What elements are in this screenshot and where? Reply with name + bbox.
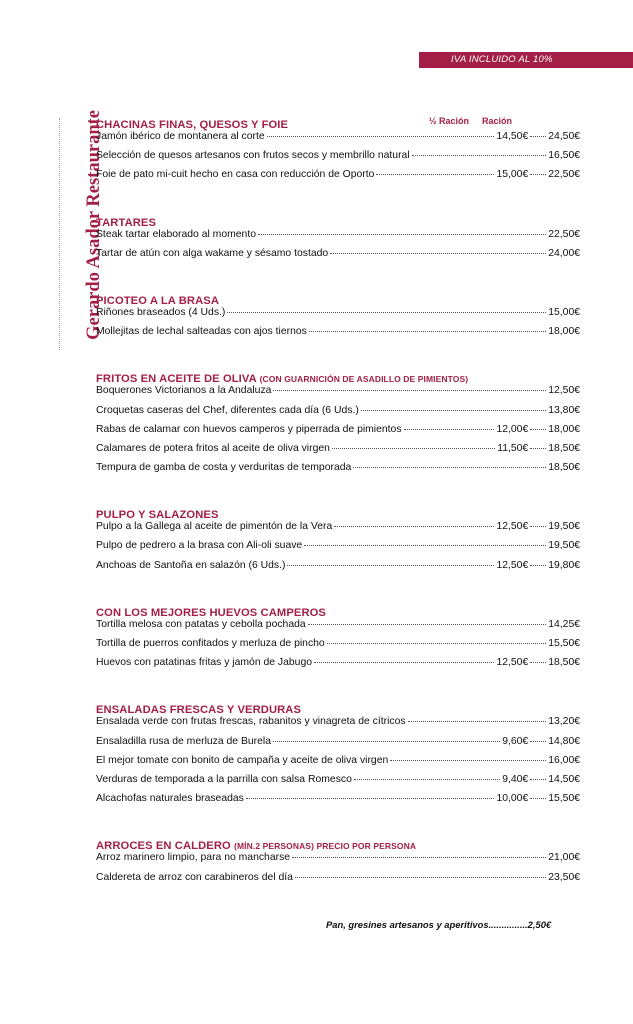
- menu-item: [96, 131, 580, 150]
- section-title-row: [96, 696, 580, 716]
- side-dotted-divider: [59, 118, 60, 350]
- section-title: [96, 373, 468, 385]
- section-title-row: [96, 501, 580, 521]
- half-portion-header: ½ Ración: [429, 116, 470, 126]
- item-half-price: 12,50€: [496, 657, 529, 669]
- item-price: 15,00€: [548, 306, 580, 318]
- menu-item: [96, 755, 580, 774]
- item-half-price: 10,00€: [496, 793, 529, 805]
- item-name: Pulpo de pedrero a la brasa con Ali-oli suave: [96, 540, 303, 552]
- item-half-price: 12,50€: [496, 521, 529, 533]
- menu-item: [96, 424, 580, 443]
- section-title-text: ARROCES EN CALDERO: [96, 840, 231, 853]
- section-title-row: [96, 287, 580, 307]
- item-half-price: 11,50€: [497, 442, 529, 454]
- section-title: [96, 217, 156, 229]
- item-half-price: 9,60€: [502, 735, 529, 747]
- menu-section: [96, 501, 580, 579]
- section-note: (MÍN.2 PERSONAS) PRECIO POR PERSONA: [234, 841, 417, 852]
- section-title-text: TARTARES: [96, 216, 157, 229]
- item-name: Croquetas caseras del Chef, diferentes cada día (6 Uds.): [96, 404, 359, 416]
- dot-leader: [309, 331, 546, 332]
- menu-item: [96, 774, 580, 793]
- dot-leader: [227, 312, 546, 313]
- item-name: Riñones braseados (4 Uds.): [96, 306, 226, 318]
- item-name: Foie de pato mi-cuit hecho en casa con reducción de Oporto: [96, 169, 375, 181]
- dot-leader: [530, 526, 546, 527]
- item-name: El mejor tomate con bonito de campaña y aceite de oliva virgen: [96, 754, 389, 766]
- section-title-row: [96, 599, 580, 619]
- dot-leader: [292, 857, 546, 858]
- tax-included-banner: IVA INCLUIDO AL 10%: [419, 52, 633, 68]
- menu-item: [96, 793, 580, 812]
- dot-leader: [390, 760, 546, 761]
- menu-item: [96, 716, 580, 735]
- item-half-price: 9,40€: [502, 773, 529, 785]
- item-name: Calamares de potera fritos al aceite de oliva virgen: [96, 442, 330, 454]
- footer-text: Pan, gresines artesanos y aperitivos: [326, 919, 489, 930]
- dot-leader: [530, 174, 546, 175]
- item-price: 19,80€: [548, 559, 580, 571]
- menu-item: [96, 326, 580, 345]
- menu-item: [96, 307, 580, 326]
- dot-leader: [258, 234, 546, 235]
- item-half-price: 15,00€: [496, 169, 529, 181]
- dot-leader: [287, 565, 494, 566]
- item-name: Boquerones Victorianos a la Andaluza: [96, 385, 272, 397]
- item-half-price: 12,50€: [496, 559, 529, 571]
- item-price: 13,80€: [548, 404, 580, 416]
- section-title: [96, 704, 301, 716]
- section-title-row: [96, 209, 580, 229]
- menu-item: [96, 657, 580, 676]
- dot-leader: [334, 526, 494, 527]
- menu-sections: [96, 111, 580, 911]
- item-price: 24,50€: [548, 131, 580, 142]
- dot-leader: [267, 136, 495, 137]
- dot-leader: [353, 467, 546, 468]
- menu-item: [96, 852, 580, 871]
- dot-leader: [332, 448, 495, 449]
- menu-item: [96, 540, 580, 559]
- restaurant-name: Gerardo Asador Restaurante: [84, 110, 104, 340]
- item-price: 24,00€: [548, 247, 580, 259]
- dot-leader: [304, 545, 546, 546]
- footer-dots: ...............: [488, 919, 528, 930]
- dot-leader: [530, 779, 546, 780]
- item-name: Tempura de gamba de costa y verduritas de temporada: [96, 462, 352, 474]
- dot-leader: [354, 779, 500, 780]
- item-name: Arroz marinero limpio, para no mancharse: [96, 852, 291, 864]
- item-price: 15,50€: [548, 638, 580, 649]
- section-title-text: CON LOS MEJORES HUEVOS CAMPEROS: [96, 606, 326, 619]
- item-price: 22,50€: [548, 169, 580, 181]
- full-portion-header: Ración: [482, 116, 513, 126]
- item-price: 16,50€: [548, 150, 580, 162]
- item-price: 18,00€: [548, 326, 580, 338]
- section-title: [96, 509, 219, 521]
- section-title: [96, 607, 326, 619]
- item-price: 15,50€: [548, 793, 580, 805]
- menu-item: [96, 169, 580, 188]
- dot-leader: [530, 448, 546, 449]
- menu-item: [96, 736, 580, 755]
- bread-footer: [326, 919, 551, 930]
- item-price: 19,50€: [548, 540, 580, 552]
- dot-leader: [273, 390, 546, 391]
- item-price: 18,50€: [548, 462, 580, 474]
- menu-section: [96, 696, 580, 812]
- dot-leader: [295, 877, 546, 878]
- menu-item: [96, 560, 580, 579]
- dot-leader: [361, 410, 546, 411]
- menu-section: [96, 209, 580, 267]
- dot-leader: [530, 662, 546, 663]
- menu-item: [96, 638, 580, 657]
- item-price: 19,50€: [548, 521, 580, 533]
- section-title: [96, 840, 416, 852]
- menu-section: [96, 287, 580, 345]
- dot-leader: [327, 643, 547, 644]
- menu-item: [96, 619, 580, 638]
- dot-leader: [404, 429, 495, 430]
- item-name: Alcachofas naturales braseadas: [96, 793, 244, 805]
- menu-item: [96, 462, 580, 481]
- menu-item: [96, 443, 580, 462]
- item-name: Rabas de calamar con huevos camperos y piperrada de pimientos: [96, 423, 402, 435]
- menu-item: [96, 248, 580, 267]
- dot-leader: [530, 565, 546, 566]
- item-name: Jamón ibérico de montanera al corte: [96, 131, 265, 142]
- item-name: Ensaladilla rusa de merluza de Burela: [96, 735, 272, 747]
- section-title-text: PICOTEO A LA BRASA: [96, 294, 219, 307]
- dot-leader: [330, 253, 546, 254]
- dot-leader: [530, 741, 546, 742]
- dot-leader: [376, 174, 494, 175]
- section-title: [96, 119, 288, 131]
- item-name: Steak tartar elaborado al momento: [96, 228, 256, 240]
- section-title-text: PULPO Y SALAZONES: [96, 509, 219, 522]
- dot-leader: [530, 429, 546, 430]
- menu-item: [96, 872, 580, 891]
- menu-item: [96, 150, 580, 169]
- menu-section: [96, 111, 580, 189]
- section-title: [96, 295, 219, 307]
- menu-section: [96, 832, 580, 890]
- section-note: (CON GUARNICIÓN DE ASADILLO DE PIMIENTOS): [259, 374, 469, 385]
- menu-item: [96, 229, 580, 248]
- dot-leader: [308, 624, 547, 625]
- dot-leader: [408, 721, 547, 722]
- item-price: 12,50€: [548, 385, 580, 397]
- item-half-price: 14,50€: [496, 131, 529, 142]
- item-price: 18,50€: [548, 657, 580, 669]
- dot-leader: [273, 741, 500, 742]
- item-price: 14,80€: [548, 735, 580, 747]
- menu-section: [96, 365, 580, 481]
- column-headers: [429, 116, 512, 126]
- dot-leader: [412, 155, 547, 156]
- section-title-text: CHACINAS FINAS, QUESOS Y FOIE: [96, 119, 289, 131]
- dot-leader: [246, 798, 495, 799]
- item-price: 14,25€: [548, 618, 580, 630]
- item-price: 18,00€: [548, 423, 580, 435]
- item-name: Caldereta de arroz con carabineros del día: [96, 871, 293, 883]
- menu-section: [96, 599, 580, 677]
- section-title-text: ENSALADAS FRESCAS Y VERDURAS: [96, 704, 302, 717]
- item-price: 21,00€: [548, 852, 580, 864]
- item-price: 18,50€: [548, 442, 580, 454]
- menu-item: [96, 405, 580, 424]
- item-name: Ensalada verde con frutas frescas, rabanitos y vinagreta de cítricos: [96, 716, 406, 728]
- dot-leader: [530, 136, 546, 137]
- item-name: Tortilla melosa con patatas y cebolla pochada: [96, 618, 306, 630]
- item-name: Tortilla de puerros confitados y merluza de pincho: [96, 638, 325, 649]
- item-price: 23,50€: [548, 871, 580, 883]
- item-price: 16,00€: [548, 754, 580, 766]
- item-name: Tartar de atún con alga wakame y sésamo tostado: [96, 247, 329, 259]
- section-title-row: [96, 832, 580, 852]
- section-title-row: [96, 111, 580, 131]
- item-name: Verduras de temporada a la parrilla con salsa Romesco: [96, 773, 352, 785]
- item-price: 14,50€: [548, 773, 580, 785]
- section-title-row: [96, 365, 580, 385]
- item-name: Pulpo a la Gallega al aceite de pimentón de la Vera: [96, 521, 333, 533]
- menu-item: [96, 385, 580, 404]
- item-price: 22,50€: [548, 228, 580, 240]
- item-name: Anchoas de Santoña en salazón (6 Uds.): [96, 559, 286, 571]
- footer-price: 2,50€: [527, 919, 552, 930]
- item-name: Huevos con patatinas fritas y jamón de Jabugo: [96, 657, 313, 669]
- menu-item: [96, 521, 580, 540]
- item-price: 13,20€: [548, 716, 580, 728]
- dot-leader: [530, 798, 546, 799]
- section-title-text: FRITOS EN ACEITE DE OLIVA: [96, 373, 257, 386]
- item-name: Selección de quesos artesanos con frutos secos y membrillo natural: [96, 150, 410, 162]
- item-name: Mollejitas de lechal salteadas con ajos tiernos: [96, 326, 307, 338]
- dot-leader: [314, 662, 494, 663]
- item-half-price: 12,00€: [496, 423, 529, 435]
